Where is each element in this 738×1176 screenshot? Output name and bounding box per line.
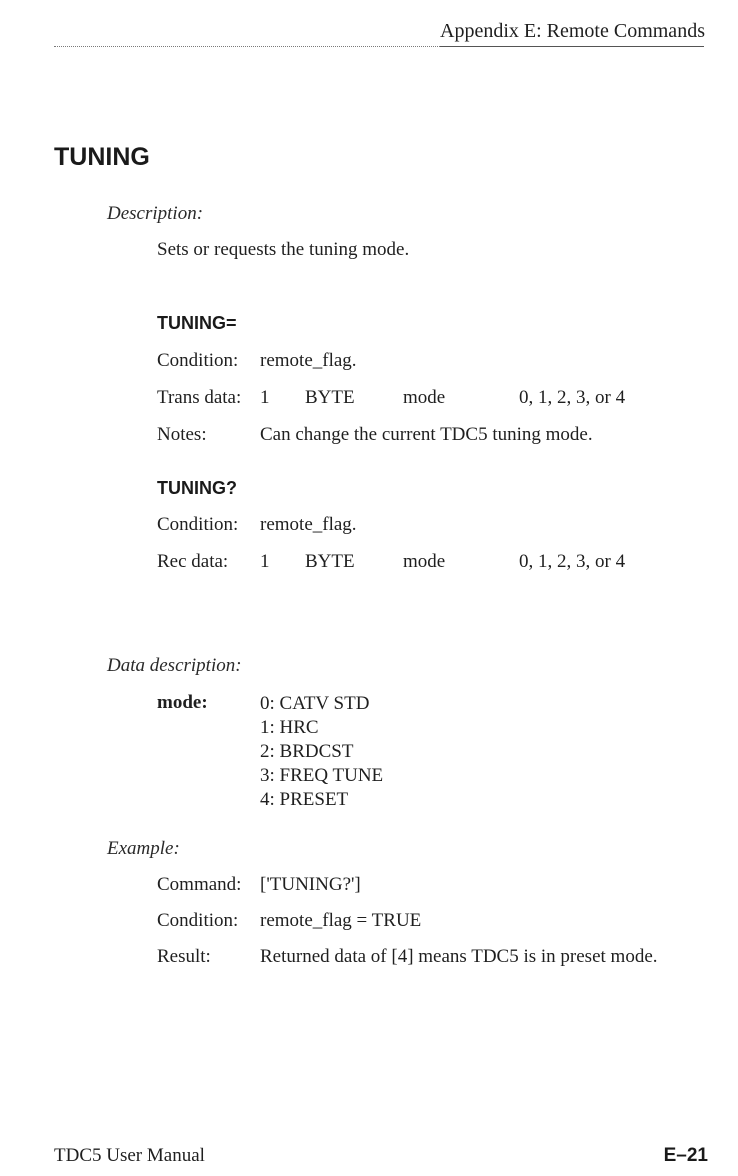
set-trans-range: 0, 1, 2, 3, or 4 — [519, 387, 626, 408]
footer-manual-title: TDC5 User Manual — [54, 1145, 205, 1166]
running-header: Appendix E: Remote Commands — [440, 20, 705, 42]
mode-value-list — [260, 692, 383, 812]
query-command-name: TUNING? — [157, 478, 237, 498]
description-text: Sets or requests the tuning mode. — [157, 239, 410, 260]
set-notes-label: Notes: — [157, 424, 207, 445]
data-field-name: mode: — [157, 692, 208, 713]
mode-value-item: 0: CATV STD — [260, 693, 370, 714]
example-command-value: ['TUNING?'] — [260, 874, 361, 895]
query-rec-count: 1 — [260, 551, 270, 572]
mode-value-item: 3: FREQ TUNE — [260, 765, 384, 786]
description-heading: Description: — [107, 203, 204, 224]
query-condition-value: remote_flag. — [260, 514, 357, 535]
example-command-label: Command: — [157, 874, 242, 895]
example-heading: Example: — [107, 838, 180, 859]
example-condition-label: Condition: — [157, 910, 239, 931]
mode-value-item: 2: BRDCST — [260, 741, 354, 762]
set-trans-type: BYTE — [305, 387, 355, 408]
header-rule-accent — [440, 46, 704, 47]
example-result-value: Returned data of [4] means TDC5 is in preset mode. — [260, 946, 658, 967]
set-trans-count: 1 — [260, 387, 270, 408]
set-condition-value: remote_flag. — [260, 350, 357, 371]
set-trans-name: mode — [403, 387, 446, 408]
query-rec-type: BYTE — [305, 551, 355, 572]
query-rec-range: 0, 1, 2, 3, or 4 — [519, 551, 626, 572]
set-condition-label: Condition: — [157, 350, 239, 371]
set-trans-label: Trans data: — [157, 387, 242, 408]
query-rec-name: mode — [403, 551, 446, 572]
mode-value-item: 4: PRESET — [260, 789, 349, 810]
set-notes-value: Can change the current TDC5 tuning mode. — [260, 424, 593, 445]
section-title: TUNING — [54, 143, 150, 171]
page-number: E–21 — [663, 1145, 708, 1166]
example-result-label: Result: — [157, 946, 211, 967]
mode-value-item: 1: HRC — [260, 717, 319, 738]
query-rec-label: Rec data: — [157, 551, 229, 572]
example-condition-value: remote_flag = TRUE — [260, 910, 422, 931]
set-command-name: TUNING= — [157, 313, 237, 333]
query-condition-label: Condition: — [157, 514, 239, 535]
data-description-heading: Data description: — [107, 655, 242, 676]
